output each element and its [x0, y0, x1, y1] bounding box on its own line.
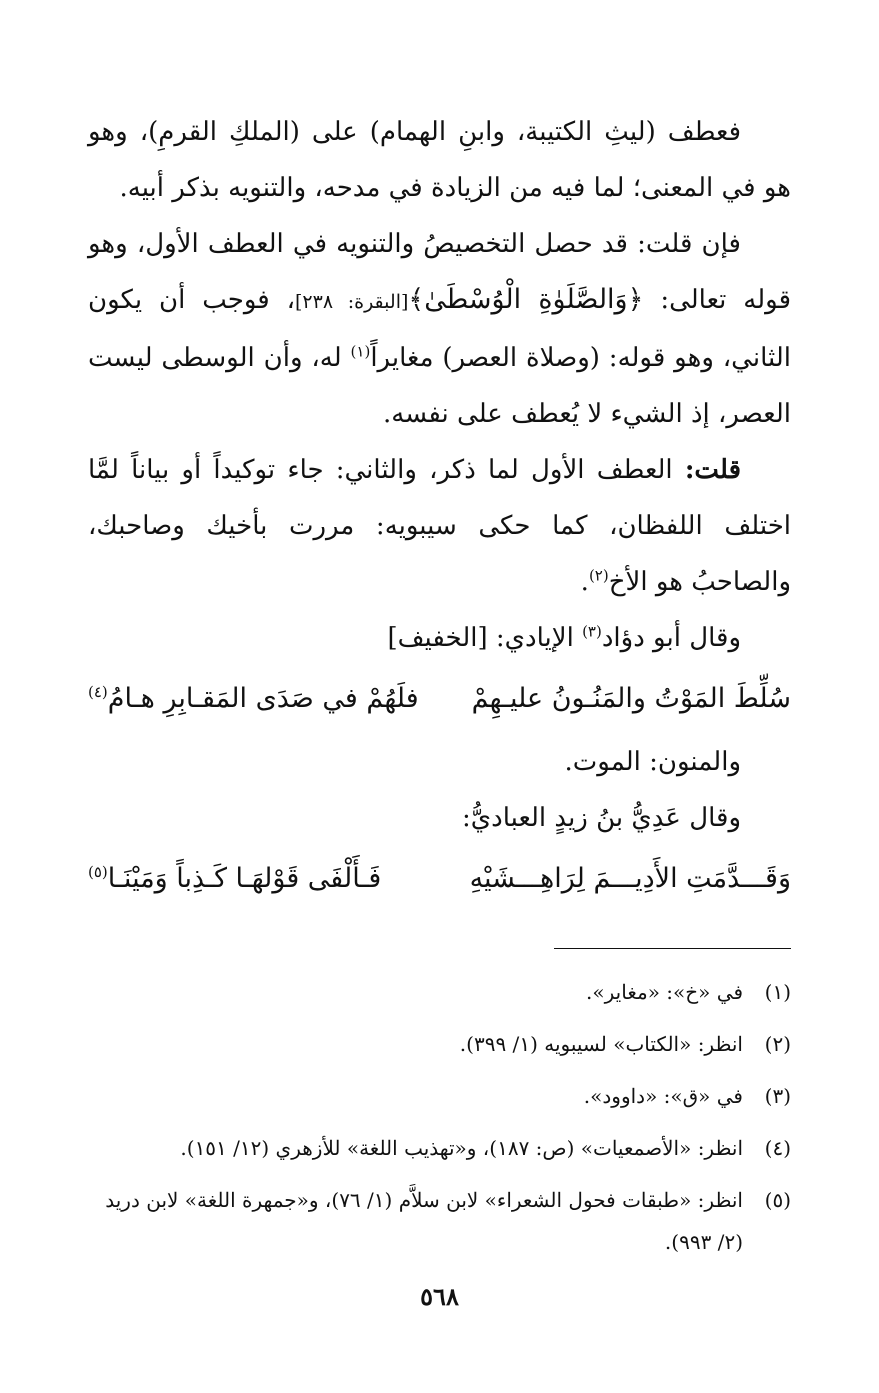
- footnote-4: [88, 1127, 791, 1169]
- footnotes: [88, 971, 791, 1263]
- footnote-5-number: (٥): [764, 1188, 791, 1212]
- footnote-2-number: (٢): [764, 1032, 791, 1056]
- footnote-2: [88, 1023, 791, 1065]
- paragraph-6-text: وقال عَدِيُّ بنُ زيدٍ العباديُّ:: [462, 803, 741, 833]
- verse-1-second-hemistich: فلَهُمْ في صَدَى المَقـابِرِ هـامُ: [107, 683, 419, 714]
- footnote-marker-2: (٢): [588, 566, 609, 585]
- verse-1: [88, 670, 791, 728]
- paragraph-6: [88, 790, 791, 846]
- paragraph-2-text-c: له، وأن الوسطى ليست العصر، إذ الشيء لا يُعطف على نفسه.: [88, 343, 791, 429]
- footnote-1-text: في «خ»: «مغاير».: [586, 980, 743, 1004]
- paragraph-5-text: والمنون: الموت.: [564, 747, 741, 777]
- paragraph-1-text: فعطف (ليثِ الكتيبة، وابنِ الهمام) على (الملكِ القرمِ)، وهو هو في المعنى؛ لما فيه من الزيادة في مدحه، والتنويه بذكر أبيه.: [88, 117, 791, 203]
- paragraph-3-lead: قلت:: [684, 455, 741, 485]
- footnote-3-number: (٣): [764, 1084, 791, 1108]
- footnote-4-text: انظر: «الأصمعيات» (ص: ١٨٧)، و«تهذيب اللغة» للأزهري (١٢/ ١٥١).: [180, 1136, 743, 1160]
- footnote-marker-3: (٣): [582, 622, 602, 641]
- paragraph-4-text-b: الإيادي: [الخفيف]: [387, 623, 583, 653]
- verse-2-second-hemistich: فَـأَلْفَى قَوْلهَـا كَـذِباً وَمَيْنَـا: [107, 863, 382, 894]
- footnote-5-text: انظر: «طبقات فحول الشعراء» لابن سلاَّم (١/ ٧٦)، و«جمهرة اللغة» لابن دريد (٢/ ٩٩٣).: [105, 1188, 743, 1254]
- footnote-1-number: (١): [764, 980, 791, 1004]
- footnote-2-text: انظر: «الكتاب» لسيبويه (١/ ٣٩٩).: [459, 1032, 743, 1056]
- footnote-3: [88, 1075, 791, 1117]
- footnote-4-number: (٤): [764, 1136, 791, 1160]
- paragraph-1: [88, 104, 791, 216]
- paragraph-3-text-a: العطف الأول لما ذكر، والثاني: جاء توكيداً أو بياناً لمَّا اختلف اللفظان، كما حكى سيبويه: مررت بأخيك وصاحبك، والصاحبُ هو الأخ: [88, 455, 791, 597]
- page-number: ٥٦٨: [420, 1282, 459, 1311]
- verse-2-second-hemistich-wrap: [88, 850, 381, 908]
- paragraph-2-text-b: ، فوجب أن يكون الثاني، وهو قوله: (وصلاة العصر) مغايراً: [88, 285, 791, 373]
- footnote-5: [88, 1179, 791, 1263]
- footnote-marker-5: (٥): [88, 863, 108, 881]
- footnote-separator: [554, 948, 791, 949]
- paragraph-2-text-a: فإن قلت: قد حصل التخصيصُ والتنويه في العطف الأول، وهو قوله تعالى:: [88, 229, 791, 315]
- verse-1-second-hemistich-wrap: [88, 670, 419, 728]
- footnote-1: [88, 971, 791, 1013]
- verse-2-first-hemistich: وَقَـــدَّمَتِ الأَدِيـــمَ لِرَاهِـــشَيْهِ: [469, 863, 791, 894]
- paragraph-3-text-b: .: [580, 567, 589, 597]
- quran-quote: ﴿وَالصَّلَوٰةِ الْوُسْطَىٰ﴾: [408, 284, 644, 315]
- paragraph-2: [88, 216, 791, 442]
- quran-reference: [البقرة: ٢٣٨]: [295, 291, 409, 313]
- footnote-marker-1: (١): [350, 342, 371, 361]
- verse-1-first-hemistich: سُلِّطَ المَوْتُ والمَنُـونُ عليـهِمْ: [471, 683, 791, 714]
- verse-2: [88, 850, 791, 908]
- paragraph-4-text-a: وقال أبو دؤاد: [601, 623, 741, 653]
- paragraph-4: [88, 610, 791, 666]
- paragraph-3: [88, 442, 791, 610]
- footnote-marker-4: (٤): [88, 683, 108, 701]
- paragraph-5: [88, 734, 791, 790]
- footnote-3-text: في «ق»: «داوود».: [583, 1084, 743, 1108]
